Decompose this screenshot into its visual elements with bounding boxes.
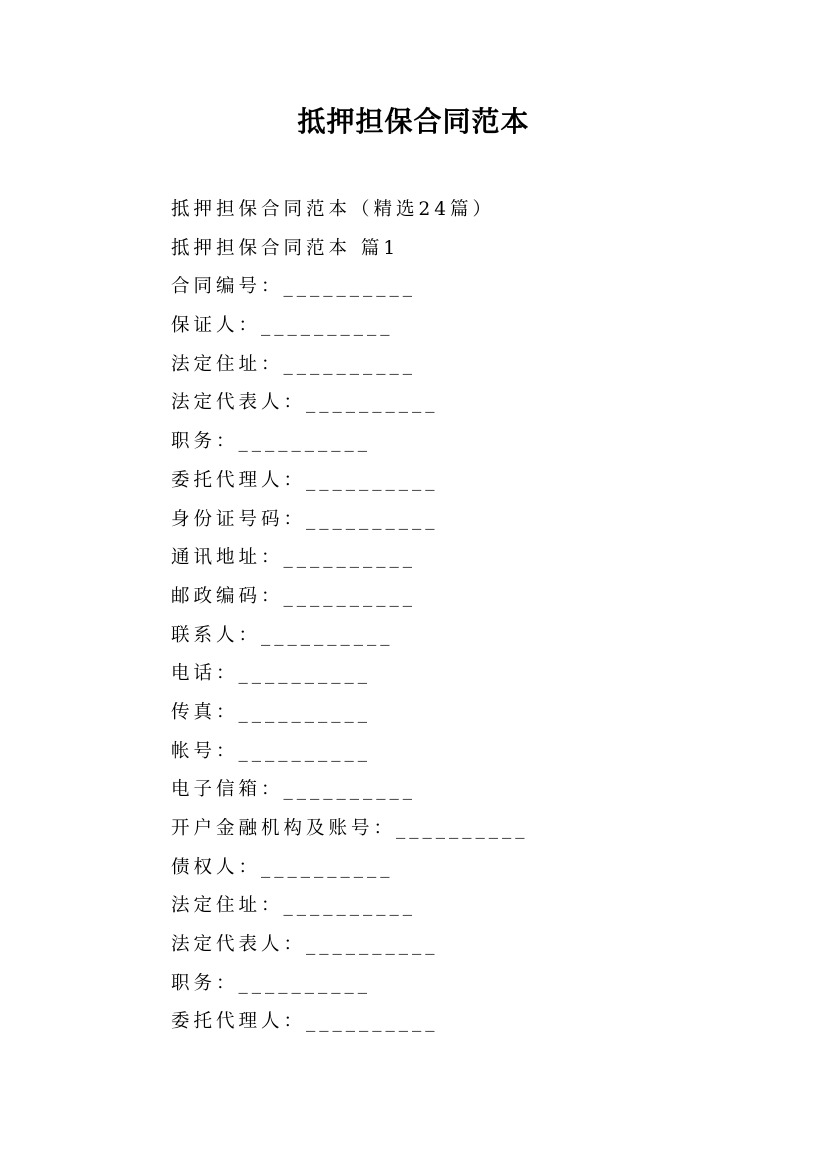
field-line-phone	[171, 658, 771, 697]
section-heading: 抵押担保合同范本 篇1	[171, 237, 400, 259]
field-label: 电子信箱：	[171, 779, 284, 801]
field-line-guarantor-position	[171, 426, 771, 465]
field-blank: __________	[261, 315, 394, 337]
field-blank: __________	[306, 1011, 439, 1033]
field-blank: __________	[283, 585, 417, 607]
field-label: 联系人：	[171, 624, 262, 646]
field-blank: __________	[283, 276, 417, 298]
field-blank: __________	[238, 972, 372, 994]
field-line-fax	[171, 697, 771, 736]
field-blank: __________	[283, 895, 417, 917]
field-line-guarantor	[171, 310, 771, 349]
field-label: 合同编号：	[171, 276, 284, 298]
field-label: 法定代表人：	[171, 392, 307, 414]
field-blank: __________	[283, 779, 417, 801]
document-title: 抵押担保合同范本	[297, 105, 530, 138]
field-line-guarantor-address	[171, 349, 771, 388]
field-line-id-number	[171, 504, 771, 543]
field-line-email	[171, 774, 771, 813]
field-label: 法定住址：	[171, 353, 284, 375]
field-line-mailing-address	[171, 542, 771, 581]
field-blank: __________	[396, 818, 529, 839]
field-label: 通讯地址：	[171, 547, 284, 569]
document-subtitle: 抵押担保合同范本（精选24篇）	[171, 199, 496, 220]
field-line-creditor	[171, 852, 771, 891]
field-line-account-number	[171, 736, 771, 775]
field-line-creditor-legal-rep	[171, 929, 771, 968]
field-line-bank-account	[171, 813, 771, 852]
field-label: 传真：	[171, 701, 239, 723]
field-label: 身份证号码：	[171, 508, 307, 530]
field-label: 保证人：	[171, 315, 262, 337]
field-line-guarantor-agent	[171, 465, 771, 504]
field-label: 债权人：	[171, 856, 262, 878]
field-line-contract-number	[171, 271, 771, 310]
field-blank: __________	[306, 508, 439, 530]
field-label: 职务：	[171, 972, 239, 994]
field-blank: __________	[306, 469, 439, 491]
field-line-creditor-address	[171, 890, 771, 929]
field-blank: __________	[261, 856, 394, 878]
field-blank: __________	[238, 740, 372, 762]
field-label: 帐号：	[171, 740, 239, 762]
field-label: 开户金融机构及账号：	[171, 818, 397, 839]
field-blank: __________	[238, 431, 372, 453]
field-blank: __________	[283, 353, 417, 375]
field-blank: __________	[306, 934, 439, 956]
field-line-creditor-agent	[171, 1006, 771, 1045]
field-label: 邮政编码：	[171, 585, 284, 607]
field-line-contact-person	[171, 620, 771, 659]
field-label: 委托代理人：	[171, 469, 307, 491]
field-line-guarantor-legal-rep	[171, 387, 771, 426]
field-label: 职务：	[171, 431, 239, 453]
field-blank: __________	[261, 624, 394, 646]
field-line-postal-code	[171, 581, 771, 620]
field-blank: __________	[238, 701, 372, 723]
document-body	[171, 194, 771, 1045]
field-label: 法定代表人：	[171, 934, 307, 956]
field-line-creditor-position	[171, 968, 771, 1007]
field-label: 电话：	[171, 663, 239, 685]
field-blank: __________	[306, 392, 439, 414]
field-label: 委托代理人：	[171, 1011, 307, 1033]
field-blank: __________	[283, 547, 417, 569]
field-label: 法定住址：	[171, 895, 284, 917]
field-blank: __________	[238, 663, 372, 685]
